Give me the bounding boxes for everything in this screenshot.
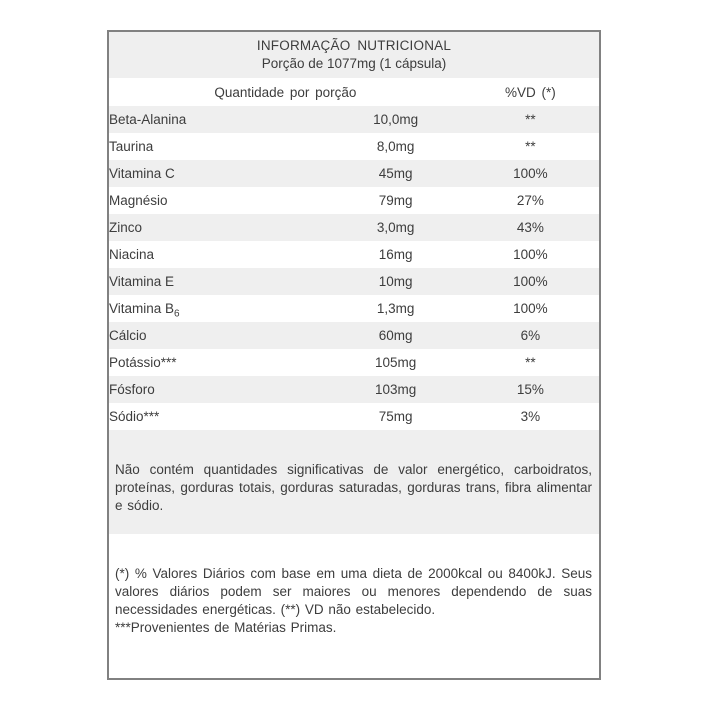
nutrient-name-subscript: 6: [174, 308, 180, 320]
nutrient-vd: **: [525, 355, 536, 370]
amount-column-header: Quantidade por porção: [109, 78, 462, 106]
label-title: INFORMAÇÃO NUTRICIONAL: [256, 38, 452, 53]
daily-values-footnote: (*) % Valores Diários com base em uma dieta de 2000kcal ou 8400kJ. Seus valores diários podem ser maiores ou menores dependendo de suas necessidades energéticas. (**) VD não estabelecido.: [115, 566, 592, 617]
nutrient-amount: 75mg: [378, 409, 413, 424]
vd-column-header: %VD (*): [462, 78, 599, 106]
nutrient-vd: 27%: [516, 193, 544, 208]
nutrient-vd: **: [525, 139, 536, 154]
no-significant-amounts-text: Não contém quantidades significativas de valor energético, carboidratos, proteínas, gorduras totais, gorduras saturadas, gorduras trans, fibra alimentar e sódio.: [115, 462, 592, 513]
nutrient-name: Potássio***: [109, 355, 177, 370]
nutrient-vd: 6%: [520, 328, 541, 343]
nutrient-row: [109, 187, 599, 214]
nutrient-row: [109, 160, 599, 187]
nutrient-name-text: Vitamina B: [109, 301, 175, 316]
nutrient-vd: 43%: [516, 220, 544, 235]
nutrient-row: [109, 322, 599, 349]
nutrient-amount: 3,0mg: [376, 220, 415, 235]
nutrient-amount: 1,3mg: [376, 301, 415, 316]
nutrient-row: [109, 268, 599, 295]
nutrient-row: [109, 241, 599, 268]
nutrient-row: [109, 295, 599, 322]
raw-materials-footnote: ***Provenientes de Matérias Primas.: [115, 620, 337, 635]
nutrient-amount: 45mg: [378, 166, 413, 181]
column-header-row: [109, 78, 599, 106]
nutrient-amount: 8,0mg: [376, 139, 415, 154]
nutrient-row: [109, 214, 599, 241]
nutrient-row: [109, 376, 599, 403]
nutrient-name: Sódio***: [109, 409, 160, 424]
nutrient-vd: 100%: [513, 166, 548, 181]
nutrient-vd: 100%: [513, 247, 548, 262]
nutrient-name: Zinco: [109, 220, 143, 235]
nutrient-row: [109, 133, 599, 160]
nutrient-name: Fósforo: [109, 382, 155, 397]
nutrient-vd: 100%: [513, 274, 548, 289]
nutrient-amount: 16mg: [378, 247, 413, 262]
nutrient-name: [109, 295, 330, 322]
no-significant-amounts-note: [109, 430, 599, 534]
nutrient-name: Vitamina C: [109, 166, 175, 181]
nutrient-name: Vitamina E: [109, 274, 175, 289]
nutrient-name: Magnésio: [109, 193, 168, 208]
nutrient-amount: 79mg: [378, 193, 413, 208]
label-header: [109, 32, 599, 78]
nutrient-name: Niacina: [109, 247, 155, 262]
nutrient-vd: 3%: [520, 409, 541, 424]
nutrient-table: [109, 78, 599, 430]
nutrient-row: [109, 403, 599, 430]
nutrient-vd: 15%: [516, 382, 544, 397]
nutrient-amount: 10,0mg: [373, 112, 419, 127]
nutrient-name: Beta-Alanina: [109, 112, 187, 127]
nutrient-vd: 100%: [513, 301, 548, 316]
nutrition-label: [107, 30, 601, 680]
label-serving-size: Porção de 1077mg (1 cápsula): [261, 56, 447, 71]
nutrient-amount: 105mg: [375, 355, 417, 370]
nutrient-row: [109, 106, 599, 133]
nutrient-row: [109, 349, 599, 376]
nutrient-vd: **: [525, 112, 536, 127]
nutrient-name: Cálcio: [109, 328, 147, 343]
nutrient-amount: 10mg: [378, 274, 413, 289]
nutrient-amount: 60mg: [378, 328, 413, 343]
nutrient-name: Taurina: [109, 139, 154, 154]
nutrient-amount: 103mg: [375, 382, 417, 397]
footnotes-section: [109, 534, 599, 678]
